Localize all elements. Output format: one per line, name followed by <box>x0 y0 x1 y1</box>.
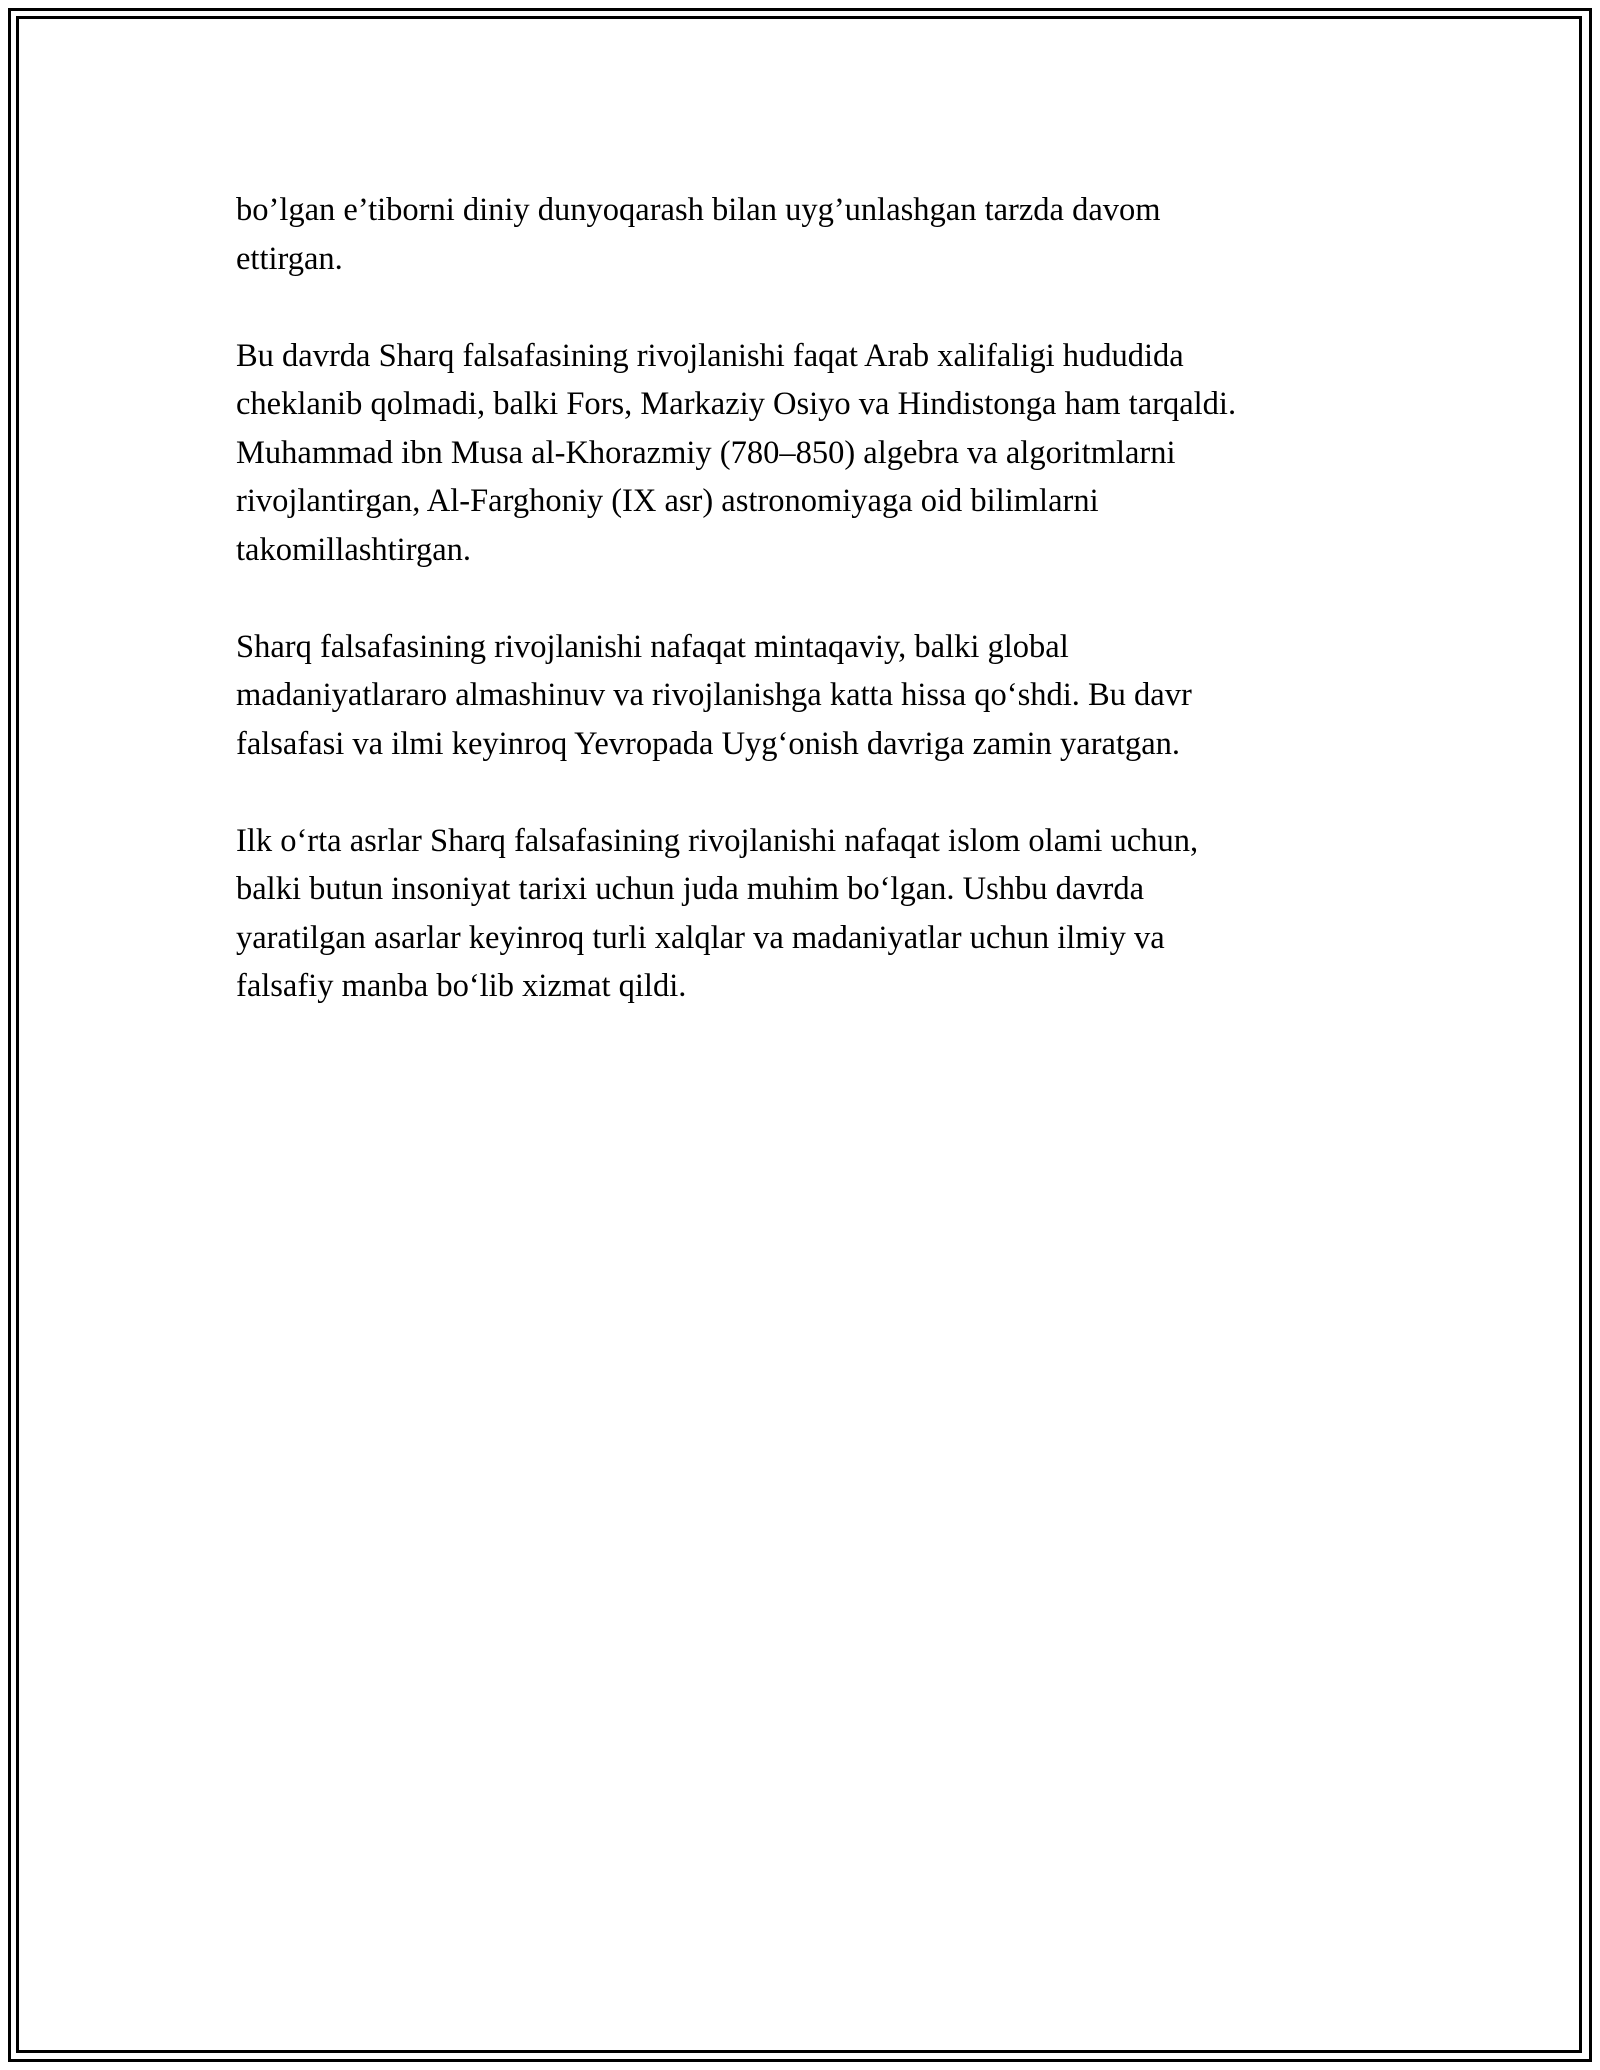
paragraph-1 <box>236 186 1376 283</box>
text-line: takomillashtirgan. <box>236 531 471 568</box>
text-line: rivojlantirgan, Al-Farghoniy (IX asr) astronomiyaga oid bilimlarni <box>236 483 1099 519</box>
text-line: Ilk o‘rta asrlar Sharq falsafasining rivojlanishi nafaqat islom olami uchun, <box>236 822 1199 859</box>
paragraph-2 <box>236 332 1376 575</box>
paragraph-3 <box>236 623 1376 769</box>
text-line: Bu davrda Sharq falsafasining rivojlanishi faqat Arab xalifaligi hududida <box>236 337 1184 374</box>
text-line: yaratilgan asarlar keyinroq turli xalqlar va madaniyatlar uchun ilmiy va <box>236 919 1165 956</box>
text-line: Sharq falsafasining rivojlanishi nafaqat mintaqaviy, balki global <box>236 628 1069 665</box>
text-line: cheklanib qolmadi, balki Fors, Markaziy Osiyo va Hindistonga ham tarqaldi. <box>236 386 1237 422</box>
text-line: Muhammad ibn Musa al-Khorazmiy (780–850) algebra va algoritmlarni <box>236 434 1176 471</box>
text-line: ettirgan. <box>236 240 343 277</box>
text-line: falsafiy manba bo‘lib xizmat qildi. <box>236 968 687 1004</box>
text-line: madaniyatlararo almashinuv va rivojlanishga katta hissa qo‘shdi. Bu davr <box>236 677 1192 713</box>
text-line: bo’lgan e’tiborni diniy dunyoqarash bilan uyg’unlashgan tarzda davom <box>236 192 1161 228</box>
paragraph-4 <box>236 817 1376 1011</box>
text-line: balki butun insoniyat tarixi uchun juda muhim bo‘lgan. Ushbu davrda <box>236 871 1145 907</box>
document-body <box>236 186 1376 1059</box>
text-line: falsafasi va ilmi keyinroq Yevropada Uyg‘onish davriga zamin yaratgan. <box>236 725 1181 762</box>
